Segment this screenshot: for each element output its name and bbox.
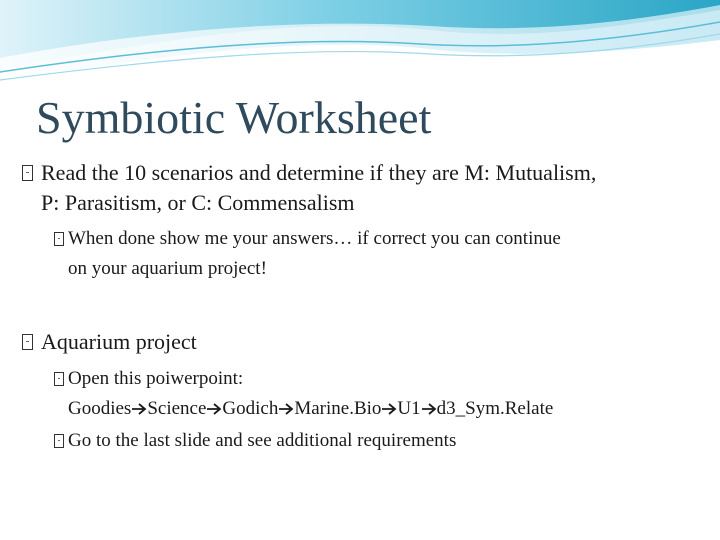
bullet-box-icon (54, 372, 64, 386)
subbullet-open-powerpoint (54, 364, 553, 424)
path-segment: Godich (222, 398, 279, 419)
path-segment: Marine.Bio (294, 398, 382, 419)
arrow-right-icon (278, 402, 294, 416)
bullet-text: Go to the last slide and see additional requirements (68, 430, 457, 451)
bullet-text (68, 364, 553, 424)
path-segment: U1 (397, 398, 421, 419)
bullet-box-icon (22, 165, 33, 181)
bullet-line-1: Open this poiwerpoint: (68, 368, 244, 389)
path-segment: d3_Sym.Relate (436, 398, 554, 419)
bullet-read-scenarios (22, 158, 596, 218)
bullet-aquarium-project (22, 327, 197, 357)
path-segment: Science (147, 398, 207, 419)
path-segment: Goodies (68, 398, 132, 419)
slide-title: Symbiotic Worksheet (36, 92, 432, 143)
arrow-right-icon (131, 402, 147, 416)
subbullet-show-answers (54, 224, 561, 284)
bullet-box-icon (54, 434, 64, 448)
file-path (68, 394, 553, 424)
bullet-box-icon (22, 334, 33, 350)
bullet-line-2: P: Parasitism, or C: Commensalism (41, 190, 355, 215)
arrow-right-icon (206, 402, 222, 416)
bullet-line-1: Read the 10 scenarios and determine if they are M: Mutualism, (41, 160, 597, 185)
bullet-text (41, 158, 596, 218)
bullet-line-1: When done show me your answers… if correct you can continue (68, 228, 561, 249)
bullet-line-2: on your aquarium project! (68, 258, 267, 279)
bullet-text: Aquarium project (41, 329, 197, 354)
bullet-box-icon (54, 232, 64, 246)
bullet-text (68, 224, 561, 284)
arrow-right-icon (381, 402, 397, 416)
arrow-right-icon (421, 402, 437, 416)
subbullet-last-slide (54, 426, 456, 456)
header-wave-decoration (0, 0, 720, 90)
